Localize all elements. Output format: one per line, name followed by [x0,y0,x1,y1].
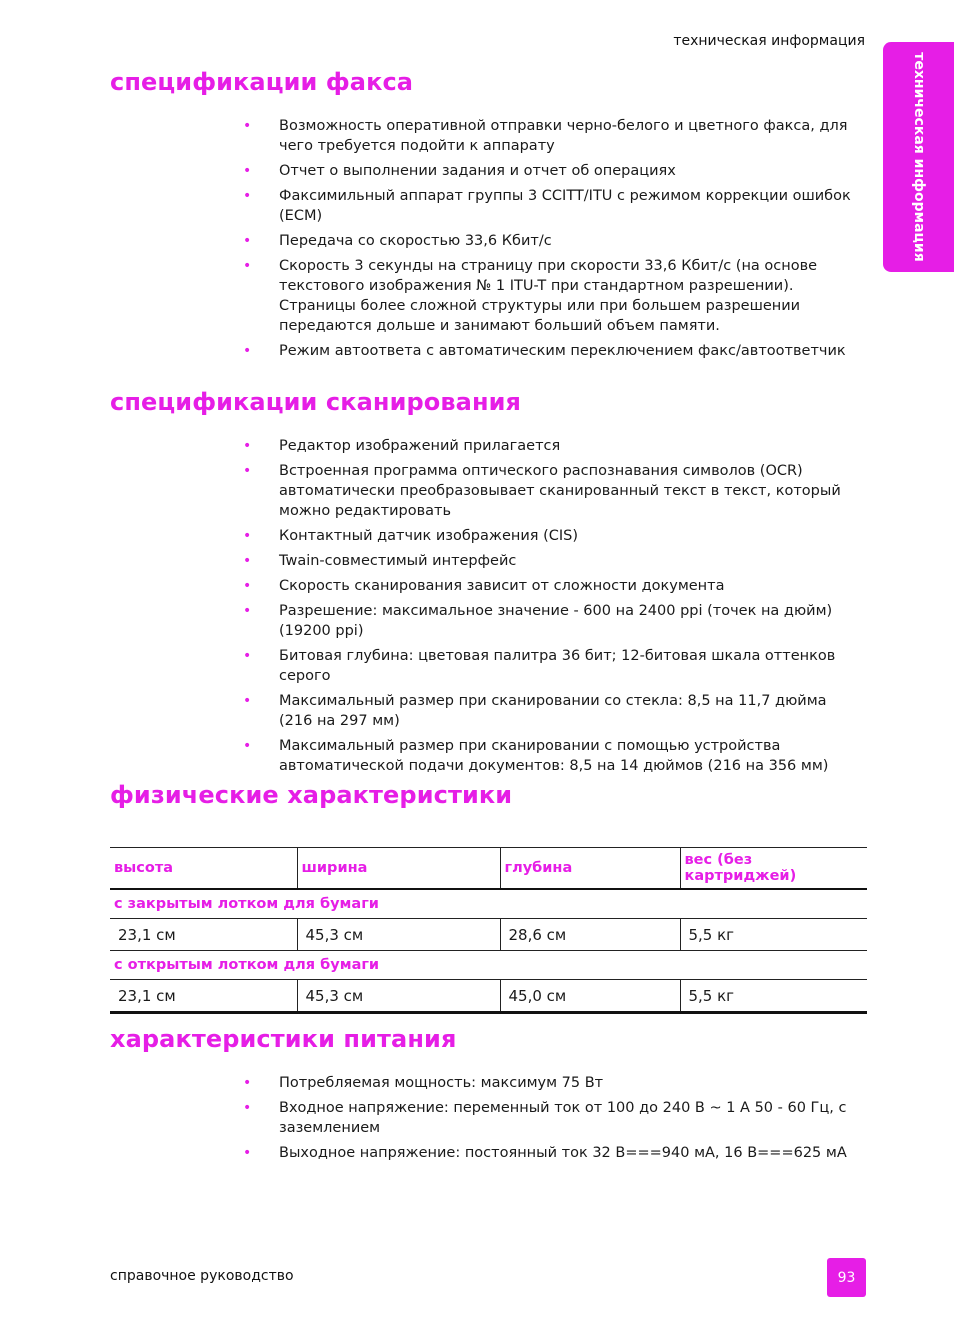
page-number: 93 [827,1258,866,1297]
bullet-icon: • [243,648,252,664]
table-group-row [110,889,867,919]
list-item: • Контактный датчик изображения (CIS) [243,528,579,544]
list-item: • Выходное напряжение: постоянный ток 32 В===940 мА, 16 В===625 мА [243,1145,847,1161]
side-section-tab [883,42,954,272]
list-item: • Потребляемая мощность: максимум 75 Вт [243,1075,604,1091]
running-header: техническая информация [673,33,865,49]
bullet-icon: • [243,1100,252,1116]
bullet-icon: • [243,163,252,179]
column-header-weight: вес (без картриджей) [680,848,867,890]
table-header-row [110,848,867,890]
list-item: • Отчет о выполнении задания и отчет об операциях [243,163,676,179]
list-item: • Встроенная программа оптического распознавания символов (OCR) автоматически преобразовывает сканированный текст в текст, который можно редактировать [243,463,841,519]
physical-spec-table [110,847,867,1014]
table-cell: 5,5 кг [680,919,867,951]
table-cell: 23,1 см [110,919,297,951]
bullet-icon: • [243,738,252,754]
column-header-depth: глубина [500,848,680,890]
table-cell: 23,1 см [110,980,297,1013]
bullet-icon: • [243,233,252,249]
footer-guide-name: справочное руководство [110,1268,294,1284]
physical-section-title: физические характеристики [110,781,513,809]
list-item: • Входное напряжение: переменный ток от 100 до 240 В ~ 1 А 50 - 60 Гц, с заземлением [243,1100,847,1136]
side-tab-label: техническая информация [910,52,927,262]
list-item: • Режим автоответа с автоматическим переключением факс/автоответчик [243,343,846,359]
fax-section-title: спецификации факса [110,68,414,96]
table-row [110,980,867,1013]
column-header-height: высота [110,848,297,890]
table-cell: 45,0 см [500,980,680,1013]
scan-section-title: спецификации сканирования [110,388,522,416]
table-cell: 5,5 кг [680,980,867,1013]
bullet-icon: • [243,693,252,709]
table-cell: 28,6 см [500,919,680,951]
list-item: • Разрешение: максимальное значение - 600 на 2400 ppi (точек на дюйм) (19200 ppi) [243,603,833,639]
list-item: • Факсимильный аппарат группы 3 CCITT/ITU с режимом коррекции ошибок (ECM) [243,188,851,224]
list-item: • Передача со скоростью 33,6 Кбит/с [243,233,552,249]
bullet-icon: • [243,438,252,454]
list-item: • Битовая глубина: цветовая палитра 36 бит; 12-битовая шкала оттенков серого [243,648,836,684]
bullet-icon: • [243,528,252,544]
bullet-icon: • [243,578,252,594]
list-item: • Twain-совместимый интерфейс [243,553,517,569]
list-item: • Максимальный размер при сканировании со стекла: 8,5 на 11,7 дюйма (216 на 297 мм) [243,693,827,729]
bullet-icon: • [243,553,252,569]
table-row [110,919,867,951]
fax-list [243,116,853,366]
column-header-width: ширина [297,848,500,890]
bullet-icon: • [243,118,252,134]
group-label: с закрытым лотком для бумаги [110,889,867,919]
list-item: • Скорость 3 секунды на страницу при скорости 33,6 Кбит/с (на основе текстового изображения № 1 ITU-T при стандартном разрешении). Страницы более сложной структуры или при большем разрешении передаются дольше и занимают больший объем памяти. [243,258,818,334]
bullet-icon: • [243,1145,252,1161]
list-item: • Редактор изображений прилагается [243,438,561,454]
table-cell: 45,3 см [297,980,500,1013]
list-item: • Скорость сканирования зависит от сложности документа [243,578,725,594]
list-item: • Максимальный размер при сканировании с помощью устройства автоматической подачи документов: 8,5 на 14 дюймов (216 на 356 мм) [243,738,829,774]
scan-list [243,436,853,781]
table-group-row [110,951,867,980]
list-item: • Возможность оперативной отправки черно-белого и цветного факса, для чего требуется подойти к аппарату [243,118,848,154]
bullet-icon: • [243,258,252,274]
table-cell: 45,3 см [297,919,500,951]
bullet-icon: • [243,188,252,204]
bullet-icon: • [243,343,252,359]
bullet-icon: • [243,1075,252,1091]
power-section-title: характеристики питания [110,1025,457,1053]
power-list [243,1073,853,1168]
group-label: с открытым лотком для бумаги [110,951,867,980]
bullet-icon: • [243,603,252,619]
bullet-icon: • [243,463,252,479]
